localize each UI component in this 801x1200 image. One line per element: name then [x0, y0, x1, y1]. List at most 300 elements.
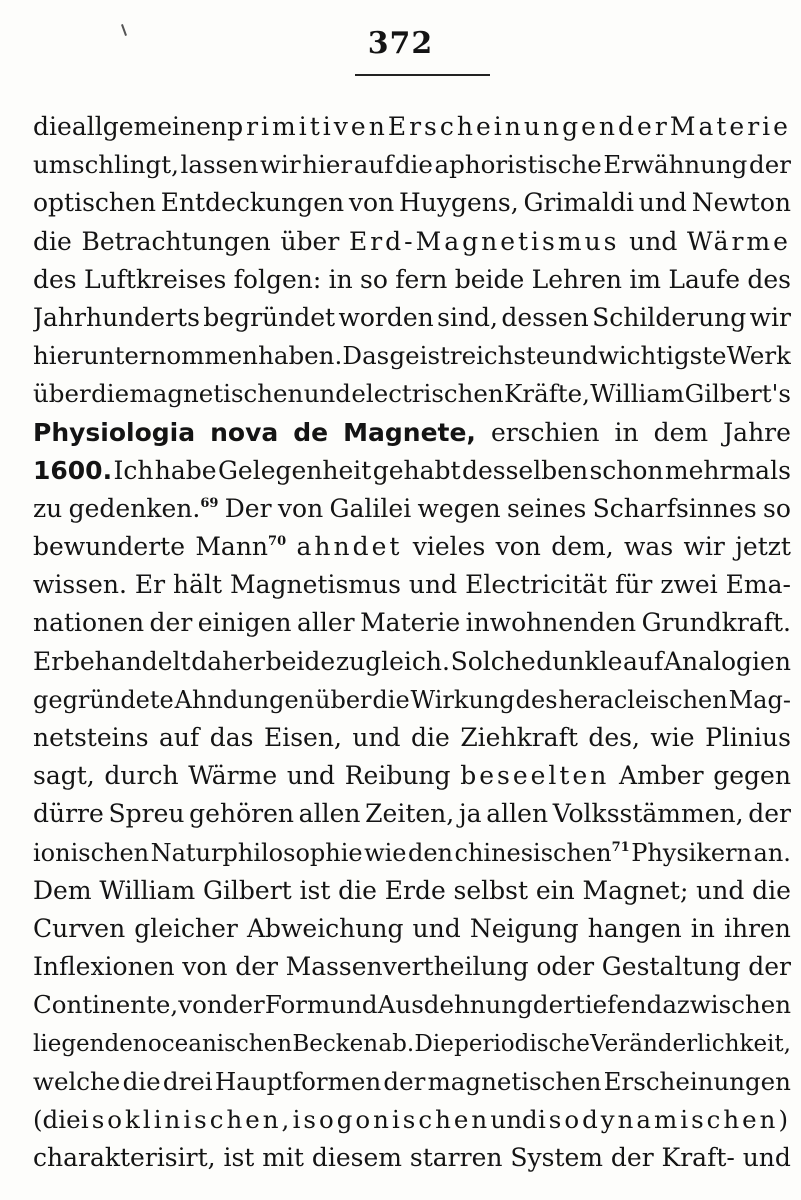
word-text: William [590, 379, 685, 409]
word [299, 795, 361, 833]
word-text: der [748, 799, 791, 829]
word-text: fern [395, 264, 448, 294]
word [210, 414, 278, 452]
word-text: Inflexionen [33, 952, 175, 982]
word [589, 452, 663, 490]
word [247, 910, 404, 948]
word-text: Becken [292, 1030, 379, 1057]
text-line [33, 337, 791, 375]
word [409, 566, 457, 604]
word [150, 604, 193, 642]
word-text: drei [162, 1066, 213, 1096]
word-text: Schilderung [592, 302, 747, 332]
word-text: und [352, 723, 401, 752]
word [705, 719, 791, 757]
word-text: nova [210, 417, 279, 447]
word [343, 414, 476, 452]
word [536, 643, 622, 681]
word-text: Grimaldi [523, 188, 634, 218]
word [33, 261, 77, 299]
word-text: dazwischen [646, 990, 791, 1020]
word-text: erschien [490, 417, 600, 447]
word-text: beide [454, 264, 525, 294]
word [455, 834, 630, 872]
word-text: Wärme [188, 761, 278, 791]
word [135, 566, 165, 604]
word-text: Materie [669, 112, 791, 141]
word [411, 681, 515, 719]
word-text: in [690, 913, 715, 943]
word-text: dem, [551, 532, 614, 562]
word-text: Erde [384, 875, 446, 905]
word-text: des [747, 264, 791, 294]
word-text: der [748, 952, 791, 982]
word [388, 108, 618, 146]
word [399, 184, 519, 222]
word [33, 948, 175, 986]
word [486, 795, 548, 833]
word-text: oder [536, 952, 595, 982]
word [501, 299, 588, 337]
word [280, 223, 339, 261]
word [155, 452, 217, 490]
word [33, 795, 104, 833]
word-text: gegründete [33, 685, 174, 714]
word-text: dürre [33, 799, 104, 829]
word-text: durch [104, 761, 179, 791]
word-text: gegen [713, 761, 791, 791]
word [188, 757, 277, 795]
word-text: Amber [619, 761, 704, 791]
word [470, 910, 579, 948]
word-text: dunkle [536, 646, 623, 676]
word [203, 299, 335, 337]
word-text: Betrachtungen [81, 226, 271, 256]
word-text: Scharfsinnes [592, 493, 757, 523]
word [749, 146, 791, 184]
word-text: Gelegenheit [217, 455, 372, 485]
word [175, 681, 315, 719]
word-text: dem [653, 417, 709, 447]
text-line [33, 986, 791, 1024]
word-text: Galilei [329, 493, 412, 523]
word [496, 528, 541, 566]
word-text: zu [33, 493, 63, 523]
word [83, 337, 258, 375]
word [583, 872, 689, 910]
word [225, 490, 272, 528]
word-text: Neigung [469, 913, 579, 943]
word [191, 643, 265, 681]
word [330, 490, 412, 528]
word [330, 986, 377, 1024]
word-text: und [638, 188, 687, 218]
word-text: Dem [33, 875, 92, 905]
word-text: geistreichste [389, 341, 551, 371]
word [683, 528, 724, 566]
word [536, 948, 594, 986]
word-text: und [550, 341, 598, 371]
word [297, 604, 355, 642]
word [618, 108, 670, 146]
word-text: Volksstämmen, [552, 799, 744, 829]
word [123, 1063, 161, 1101]
word [629, 261, 661, 299]
word [336, 643, 450, 681]
word-text: Ziehkraft [460, 723, 578, 752]
word [104, 757, 178, 795]
word [134, 910, 238, 948]
word [33, 184, 156, 222]
word [33, 528, 185, 566]
word-text: haben. [258, 341, 343, 371]
word [491, 414, 600, 452]
word-text: ja [458, 799, 482, 829]
word-text: was [624, 532, 674, 562]
word-text: 1600. [33, 455, 113, 485]
text-line [33, 948, 791, 986]
word [692, 184, 791, 222]
word-text: Huygens, [398, 188, 519, 218]
word-text: und [412, 913, 461, 943]
word-text: optischen [33, 188, 156, 218]
word [623, 643, 663, 681]
word [360, 604, 460, 642]
word [451, 643, 536, 681]
word [189, 795, 294, 833]
word-text: Lehren [531, 264, 622, 294]
word-text: gedenken. [68, 493, 201, 523]
word [724, 910, 791, 948]
word-text: liegenden [33, 1030, 148, 1057]
word [590, 375, 684, 413]
word-text: zugleich. [335, 646, 450, 676]
word-text: de [293, 417, 329, 447]
word [360, 261, 388, 299]
word-text: Gilbert [202, 875, 292, 905]
word-text: Er [134, 570, 166, 600]
word [650, 719, 694, 757]
word [338, 872, 377, 910]
word-text: selbst [453, 875, 529, 905]
page-number: 372 [367, 26, 434, 61]
word-text: und [490, 1104, 538, 1134]
word [538, 1101, 791, 1139]
word [642, 604, 791, 642]
text-line [33, 414, 791, 452]
word-text: die [752, 875, 791, 905]
word-text: wir [683, 532, 725, 562]
word-text: Laufe [668, 264, 740, 294]
word [558, 681, 727, 719]
word [91, 375, 129, 413]
word [33, 375, 91, 413]
word-text: hält [173, 570, 223, 600]
word-text: wichtigste [597, 341, 727, 371]
word-text: über [315, 685, 372, 714]
word [624, 528, 673, 566]
word-text: auf [159, 723, 200, 752]
text-line [33, 681, 791, 719]
word-text: die [338, 875, 377, 905]
word [234, 261, 322, 299]
word [378, 1025, 414, 1063]
word-text: Grundkraft. [641, 608, 791, 638]
word-text: Naturphilosophie [150, 838, 363, 867]
word [33, 146, 179, 184]
word-text: in [328, 264, 353, 294]
word [33, 757, 95, 795]
word-text: ein [535, 875, 575, 905]
word [286, 948, 529, 986]
word [454, 872, 529, 910]
word-text: wie [364, 838, 407, 867]
word [629, 223, 677, 261]
word-text: Kräfte, [504, 379, 590, 409]
word-text: chinesischen [454, 838, 612, 867]
word-text: inwohnenden [465, 608, 637, 638]
word-text: heracleischen [558, 685, 728, 714]
word-text: vieles [412, 532, 486, 562]
word [33, 872, 92, 910]
word [33, 223, 72, 261]
word-text: Ich [113, 455, 154, 485]
word-text: umschlingt, [33, 150, 179, 180]
text-line [33, 910, 791, 948]
word [516, 681, 558, 719]
word-text: Magnete, [343, 417, 476, 447]
word-text: und [696, 875, 745, 905]
word-text: und [286, 761, 336, 791]
word-text: Magnet; [582, 875, 689, 905]
word-text: Zeiten, [365, 799, 455, 829]
word-text: die [122, 1066, 161, 1096]
word [260, 146, 301, 184]
word-text: Analogien [663, 646, 791, 676]
word-text: wir [260, 150, 301, 180]
word [533, 986, 575, 1024]
body-text [33, 108, 791, 1177]
text-line [33, 566, 791, 604]
text-line [33, 184, 791, 222]
word [287, 757, 335, 795]
word [551, 337, 598, 375]
word [604, 1063, 791, 1101]
word [729, 681, 791, 719]
word [292, 1025, 378, 1063]
word-text: primitiven [227, 112, 388, 141]
word [455, 261, 525, 299]
word-text: electrischen [351, 379, 504, 409]
word [660, 566, 717, 604]
word [411, 719, 450, 757]
word [490, 1101, 537, 1139]
word [428, 1063, 602, 1101]
word [685, 375, 791, 413]
word [349, 223, 620, 261]
word [227, 108, 388, 146]
word [33, 490, 62, 528]
word [210, 719, 254, 757]
word [748, 948, 791, 986]
word-text: Die [414, 1030, 454, 1057]
text-line [33, 1101, 791, 1139]
word-text: Curven [33, 913, 126, 943]
word [300, 872, 331, 910]
word-text: ab. [378, 1030, 415, 1057]
word-text: periodische [454, 1030, 590, 1057]
word-text: begründet [203, 302, 336, 332]
word-text: netsteins [33, 723, 149, 752]
word-text: folgen: [233, 264, 322, 294]
word-text: der [149, 608, 193, 638]
word [460, 757, 609, 795]
word-text: Physikern [631, 838, 753, 867]
word [218, 452, 371, 490]
word [33, 1139, 216, 1177]
word-text: Entdeckungen [160, 188, 345, 218]
word [696, 872, 744, 910]
word-text: Massenvertheilung [285, 952, 529, 982]
word [293, 1101, 491, 1139]
text-line [33, 719, 791, 757]
word [266, 643, 336, 681]
word [33, 1025, 148, 1063]
word [365, 795, 454, 833]
word [345, 757, 451, 795]
word [349, 184, 394, 222]
word-text: hangen [587, 913, 682, 943]
word [109, 795, 185, 833]
word [590, 1025, 791, 1063]
word-text: den [407, 838, 454, 867]
word [598, 337, 727, 375]
word [754, 834, 791, 872]
word [639, 184, 687, 222]
word [383, 1063, 425, 1101]
word-text: Physiologia [33, 417, 196, 447]
word-text: von [495, 532, 541, 562]
word-text: Form [264, 990, 331, 1020]
word-text: Newton [691, 188, 791, 218]
word-text: nationen [33, 608, 145, 638]
word-text: ist [223, 1143, 255, 1173]
word-text: des [515, 685, 558, 714]
word-text: gehören [189, 799, 294, 829]
word-text: sagt, [33, 761, 95, 791]
word-text: unternommen [83, 341, 258, 371]
footnote-marker: 70 [268, 534, 287, 550]
word-text: allen [486, 799, 549, 829]
word-text: William [99, 875, 196, 905]
word-text: Continente, [33, 990, 179, 1020]
word [647, 986, 791, 1024]
text-line [33, 1063, 791, 1101]
word-text: Eisen, [263, 723, 342, 752]
word [33, 986, 178, 1024]
word-text: magnetischen [427, 1066, 602, 1096]
word-text: und [742, 1143, 791, 1173]
text-line [33, 834, 791, 872]
word-text: diesem [311, 1143, 402, 1173]
word [418, 490, 501, 528]
word-text: Werk [726, 341, 791, 371]
word-text: in [614, 417, 639, 447]
text-line [33, 490, 791, 528]
word [69, 490, 219, 528]
word-text: die [372, 685, 410, 714]
word-text: und [408, 570, 458, 600]
word [410, 1139, 503, 1177]
word-text: der [222, 990, 265, 1020]
word-text: das [209, 723, 254, 752]
word [668, 261, 740, 299]
word-text: Erwähnung [603, 150, 748, 180]
word-text: sind, [437, 302, 499, 332]
word [395, 261, 447, 299]
word-text: aller [296, 608, 355, 638]
word [195, 528, 286, 566]
word [159, 719, 199, 757]
word [223, 1139, 254, 1177]
word-text: daher [191, 646, 265, 676]
word [723, 414, 791, 452]
text-line [33, 146, 791, 184]
word-text: von [348, 188, 395, 218]
word [173, 566, 222, 604]
word-text: gleicher [134, 913, 238, 943]
word [113, 452, 153, 490]
word-text: Gestaltung [601, 952, 741, 982]
word [230, 566, 401, 604]
word [72, 108, 227, 146]
word-text: wir [749, 302, 791, 332]
word [462, 452, 588, 490]
text-line [33, 872, 791, 910]
word [372, 681, 409, 719]
word-text: Plinius [705, 723, 791, 752]
word [588, 910, 682, 948]
word-text: hier [302, 150, 353, 180]
word-text: wissen. [33, 570, 127, 600]
word-text: die [33, 112, 72, 141]
word-text: so [763, 493, 791, 523]
word [33, 719, 149, 757]
word [413, 910, 461, 948]
word-text: der [610, 1143, 654, 1173]
word [264, 719, 342, 757]
word [654, 414, 709, 452]
word [352, 719, 400, 757]
word-text: die [33, 226, 72, 256]
word-text: jetzt [735, 532, 791, 562]
text-line [33, 757, 791, 795]
word [664, 643, 791, 681]
word-text: und [330, 990, 378, 1020]
word-text: Jahre [723, 417, 791, 447]
word [33, 566, 127, 604]
word [148, 1025, 292, 1063]
word-text: System [510, 1143, 603, 1173]
word-text: lassen [180, 150, 259, 180]
word [687, 223, 791, 261]
word [551, 528, 613, 566]
word-text: Hauptformen [214, 1066, 382, 1096]
text-line [33, 604, 791, 642]
word-text: worden [338, 302, 434, 332]
word [536, 872, 575, 910]
word [763, 490, 791, 528]
